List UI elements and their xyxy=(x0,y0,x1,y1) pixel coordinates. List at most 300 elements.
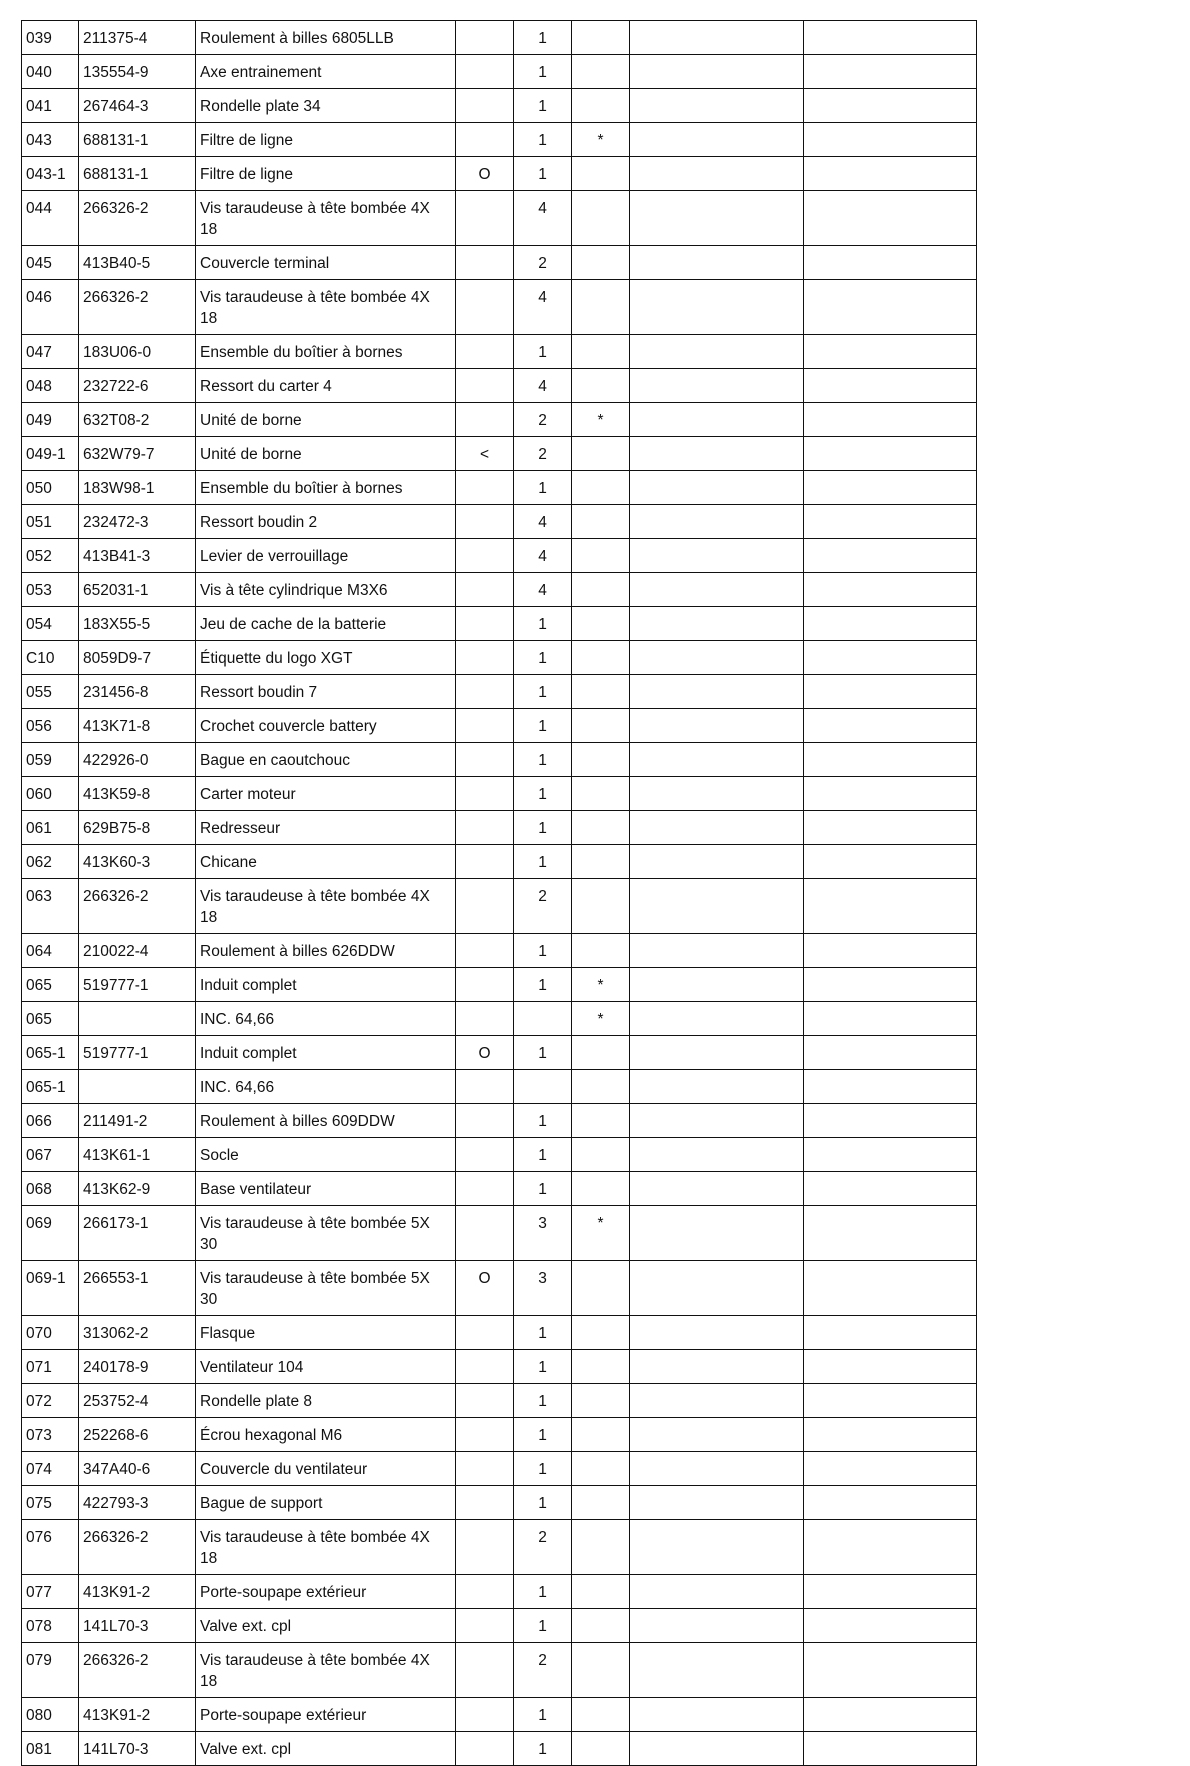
option-cell xyxy=(456,471,514,505)
quantity-cell: 2 xyxy=(514,1643,572,1698)
option-cell xyxy=(456,1104,514,1138)
part-number-cell: 266173-1 xyxy=(79,1206,196,1261)
item-ref-cell: 040 xyxy=(22,55,79,89)
note-cell xyxy=(572,1036,630,1070)
empty-cell xyxy=(804,1104,977,1138)
description-cell: Étiquette du logo XGT xyxy=(196,641,456,675)
table-row xyxy=(22,89,977,123)
part-number-cell: 266326-2 xyxy=(79,280,196,335)
item-ref-cell: 071 xyxy=(22,1350,79,1384)
quantity-cell: 1 xyxy=(514,1698,572,1732)
table-row xyxy=(22,539,977,573)
note-cell xyxy=(572,157,630,191)
empty-cell xyxy=(630,1698,804,1732)
quantity-cell: 1 xyxy=(514,1486,572,1520)
note-cell xyxy=(572,89,630,123)
option-cell xyxy=(456,1643,514,1698)
description-cell: Levier de verrouillage xyxy=(196,539,456,573)
quantity-cell: 1 xyxy=(514,675,572,709)
empty-cell xyxy=(630,89,804,123)
empty-cell xyxy=(804,1316,977,1350)
empty-cell xyxy=(630,55,804,89)
empty-cell xyxy=(804,437,977,471)
quantity-cell: 1 xyxy=(514,641,572,675)
empty-cell xyxy=(630,539,804,573)
option-cell xyxy=(456,845,514,879)
part-number-cell xyxy=(79,1002,196,1036)
description-cell: Unité de borne xyxy=(196,437,456,471)
description-cell: INC. 64,66 xyxy=(196,1002,456,1036)
table-row xyxy=(22,437,977,471)
part-number-cell: 231456-8 xyxy=(79,675,196,709)
empty-cell xyxy=(804,675,977,709)
quantity-cell: 2 xyxy=(514,246,572,280)
note-cell xyxy=(572,879,630,934)
description-cell: Couvercle terminal xyxy=(196,246,456,280)
description-cell: Vis taraudeuse à tête bombée 4X 18 xyxy=(196,1643,456,1698)
table-row xyxy=(22,675,977,709)
option-cell xyxy=(456,369,514,403)
item-ref-cell: 039 xyxy=(22,21,79,55)
quantity-cell: 1 xyxy=(514,1609,572,1643)
quantity-cell: 1 xyxy=(514,21,572,55)
empty-cell xyxy=(630,1104,804,1138)
empty-cell xyxy=(804,1002,977,1036)
table-row xyxy=(22,1732,977,1766)
empty-cell xyxy=(804,280,977,335)
table-row xyxy=(22,1418,977,1452)
table-row xyxy=(22,1172,977,1206)
quantity-cell: 1 xyxy=(514,777,572,811)
description-cell: Ensemble du boîtier à bornes xyxy=(196,471,456,505)
quantity-cell: 1 xyxy=(514,743,572,777)
item-ref-cell: 065 xyxy=(22,1002,79,1036)
quantity-cell: 1 xyxy=(514,1384,572,1418)
empty-cell xyxy=(630,934,804,968)
empty-cell xyxy=(804,573,977,607)
quantity-cell: 2 xyxy=(514,1520,572,1575)
quantity-cell xyxy=(514,1070,572,1104)
description-cell: Socle xyxy=(196,1138,456,1172)
part-number-cell: 519777-1 xyxy=(79,1036,196,1070)
part-number-cell: 413K91-2 xyxy=(79,1698,196,1732)
description-cell: Filtre de ligne xyxy=(196,157,456,191)
option-cell xyxy=(456,675,514,709)
quantity-cell: 1 xyxy=(514,1172,572,1206)
description-cell: Filtre de ligne xyxy=(196,123,456,157)
parts-list-body xyxy=(22,21,977,1766)
description-cell: Induit complet xyxy=(196,1036,456,1070)
empty-cell xyxy=(804,1070,977,1104)
empty-cell xyxy=(630,641,804,675)
quantity-cell: 1 xyxy=(514,1452,572,1486)
part-number-cell: 413K62-9 xyxy=(79,1172,196,1206)
quantity-cell: 4 xyxy=(514,191,572,246)
option-cell xyxy=(456,968,514,1002)
item-ref-cell: 066 xyxy=(22,1104,79,1138)
part-number-cell: 629B75-8 xyxy=(79,811,196,845)
table-row xyxy=(22,1698,977,1732)
description-cell: Vis taraudeuse à tête bombée 5X 30 xyxy=(196,1206,456,1261)
empty-cell xyxy=(804,879,977,934)
description-cell: Bague en caoutchouc xyxy=(196,743,456,777)
empty-cell xyxy=(804,811,977,845)
part-number-cell: 313062-2 xyxy=(79,1316,196,1350)
empty-cell xyxy=(804,641,977,675)
item-ref-cell: 068 xyxy=(22,1172,79,1206)
table-row xyxy=(22,1350,977,1384)
empty-cell xyxy=(804,968,977,1002)
empty-cell xyxy=(630,879,804,934)
table-row xyxy=(22,1384,977,1418)
part-number-cell: 266326-2 xyxy=(79,191,196,246)
quantity-cell: 4 xyxy=(514,539,572,573)
description-cell: Rondelle plate 8 xyxy=(196,1384,456,1418)
option-cell xyxy=(456,246,514,280)
table-row xyxy=(22,403,977,437)
description-cell: Écrou hexagonal M6 xyxy=(196,1418,456,1452)
quantity-cell: 1 xyxy=(514,335,572,369)
quantity-cell: 1 xyxy=(514,55,572,89)
part-number-cell: 413K61-1 xyxy=(79,1138,196,1172)
table-row xyxy=(22,280,977,335)
note-cell xyxy=(572,573,630,607)
part-number-cell: 141L70-3 xyxy=(79,1609,196,1643)
item-ref-cell: 081 xyxy=(22,1732,79,1766)
option-cell xyxy=(456,89,514,123)
option-cell xyxy=(456,1575,514,1609)
part-number-cell: 413B40-5 xyxy=(79,246,196,280)
note-cell xyxy=(572,1575,630,1609)
option-cell xyxy=(456,1172,514,1206)
empty-cell xyxy=(804,403,977,437)
empty-cell xyxy=(630,1070,804,1104)
part-number-cell: 183X55-5 xyxy=(79,607,196,641)
empty-cell xyxy=(804,1172,977,1206)
note-cell xyxy=(572,21,630,55)
description-cell: Bague de support xyxy=(196,1486,456,1520)
empty-cell xyxy=(804,1486,977,1520)
table-row xyxy=(22,369,977,403)
part-number-cell: 266553-1 xyxy=(79,1261,196,1316)
empty-cell xyxy=(630,845,804,879)
table-row xyxy=(22,777,977,811)
description-cell: Vis taraudeuse à tête bombée 4X 18 xyxy=(196,879,456,934)
empty-cell xyxy=(804,1138,977,1172)
option-cell xyxy=(456,335,514,369)
empty-cell xyxy=(630,246,804,280)
item-ref-cell: 043-1 xyxy=(22,157,79,191)
table-row xyxy=(22,123,977,157)
part-number-cell: 519777-1 xyxy=(79,968,196,1002)
quantity-cell: 4 xyxy=(514,573,572,607)
quantity-cell xyxy=(514,1002,572,1036)
part-number-cell: 267464-3 xyxy=(79,89,196,123)
empty-cell xyxy=(804,709,977,743)
item-ref-cell: 077 xyxy=(22,1575,79,1609)
empty-cell xyxy=(630,1575,804,1609)
note-cell xyxy=(572,1732,630,1766)
option-cell xyxy=(456,1520,514,1575)
item-ref-cell: 076 xyxy=(22,1520,79,1575)
option-cell xyxy=(456,1002,514,1036)
empty-cell xyxy=(630,1316,804,1350)
note-cell xyxy=(572,1350,630,1384)
empty-cell xyxy=(630,573,804,607)
quantity-cell: 1 xyxy=(514,1104,572,1138)
part-number-cell: 141L70-3 xyxy=(79,1732,196,1766)
item-ref-cell: 073 xyxy=(22,1418,79,1452)
note-cell: * xyxy=(572,968,630,1002)
empty-cell xyxy=(630,21,804,55)
part-number-cell: 688131-1 xyxy=(79,157,196,191)
part-number-cell: 8059D9-7 xyxy=(79,641,196,675)
empty-cell xyxy=(804,934,977,968)
table-row xyxy=(22,191,977,246)
description-cell: Vis taraudeuse à tête bombée 5X 30 xyxy=(196,1261,456,1316)
part-number-cell: 347A40-6 xyxy=(79,1452,196,1486)
empty-cell xyxy=(804,1418,977,1452)
table-row xyxy=(22,573,977,607)
part-number-cell: 135554-9 xyxy=(79,55,196,89)
part-number-cell: 211491-2 xyxy=(79,1104,196,1138)
part-number-cell: 240178-9 xyxy=(79,1350,196,1384)
empty-cell xyxy=(804,1698,977,1732)
part-number-cell: 413K71-8 xyxy=(79,709,196,743)
part-number-cell: 211375-4 xyxy=(79,21,196,55)
table-row xyxy=(22,968,977,1002)
table-row xyxy=(22,1643,977,1698)
quantity-cell: 4 xyxy=(514,280,572,335)
empty-cell xyxy=(630,123,804,157)
description-cell: Vis taraudeuse à tête bombée 4X 18 xyxy=(196,1520,456,1575)
note-cell: * xyxy=(572,1002,630,1036)
option-cell xyxy=(456,1418,514,1452)
empty-cell xyxy=(804,1261,977,1316)
empty-cell xyxy=(630,1172,804,1206)
note-cell xyxy=(572,1316,630,1350)
part-number-cell: 652031-1 xyxy=(79,573,196,607)
empty-cell xyxy=(804,1575,977,1609)
option-cell: O xyxy=(456,1261,514,1316)
empty-cell xyxy=(804,246,977,280)
item-ref-cell: 059 xyxy=(22,743,79,777)
option-cell xyxy=(456,607,514,641)
part-number-cell: 413B41-3 xyxy=(79,539,196,573)
table-row xyxy=(22,1316,977,1350)
part-number-cell: 413K59-8 xyxy=(79,777,196,811)
item-ref-cell: 069-1 xyxy=(22,1261,79,1316)
quantity-cell: 1 xyxy=(514,709,572,743)
empty-cell xyxy=(804,89,977,123)
item-ref-cell: 056 xyxy=(22,709,79,743)
note-cell xyxy=(572,1486,630,1520)
note-cell xyxy=(572,1520,630,1575)
table-row xyxy=(22,1486,977,1520)
description-cell: Carter moteur xyxy=(196,777,456,811)
option-cell xyxy=(456,1350,514,1384)
note-cell xyxy=(572,1261,630,1316)
description-cell: Roulement à billes 6805LLB xyxy=(196,21,456,55)
empty-cell xyxy=(630,1261,804,1316)
item-ref-cell: 055 xyxy=(22,675,79,709)
quantity-cell: 1 xyxy=(514,811,572,845)
part-number-cell: 232472-3 xyxy=(79,505,196,539)
quantity-cell: 1 xyxy=(514,934,572,968)
table-row xyxy=(22,1261,977,1316)
empty-cell xyxy=(630,437,804,471)
item-ref-cell: 070 xyxy=(22,1316,79,1350)
item-ref-cell: 069 xyxy=(22,1206,79,1261)
quantity-cell: 1 xyxy=(514,1418,572,1452)
empty-cell xyxy=(630,280,804,335)
option-cell xyxy=(456,879,514,934)
item-ref-cell: 075 xyxy=(22,1486,79,1520)
empty-cell xyxy=(804,1732,977,1766)
empty-cell xyxy=(630,743,804,777)
parts-list-table xyxy=(21,20,977,1766)
part-number-cell: 632T08-2 xyxy=(79,403,196,437)
description-cell: Couvercle du ventilateur xyxy=(196,1452,456,1486)
empty-cell xyxy=(630,335,804,369)
empty-cell xyxy=(630,1036,804,1070)
empty-cell xyxy=(804,471,977,505)
description-cell: Ressort boudin 7 xyxy=(196,675,456,709)
note-cell xyxy=(572,1698,630,1732)
table-row xyxy=(22,1002,977,1036)
option-cell xyxy=(456,55,514,89)
empty-cell xyxy=(804,157,977,191)
item-ref-cell: 049 xyxy=(22,403,79,437)
empty-cell xyxy=(630,675,804,709)
note-cell xyxy=(572,471,630,505)
note-cell: * xyxy=(572,403,630,437)
item-ref-cell: C10 xyxy=(22,641,79,675)
note-cell xyxy=(572,641,630,675)
item-ref-cell: 060 xyxy=(22,777,79,811)
item-ref-cell: 045 xyxy=(22,246,79,280)
description-cell: Vis à tête cylindrique M3X6 xyxy=(196,573,456,607)
table-row xyxy=(22,811,977,845)
quantity-cell: 1 xyxy=(514,471,572,505)
table-row xyxy=(22,709,977,743)
part-number-cell: 232722-6 xyxy=(79,369,196,403)
quantity-cell: 2 xyxy=(514,403,572,437)
empty-cell xyxy=(804,335,977,369)
part-number-cell: 266326-2 xyxy=(79,1520,196,1575)
note-cell: * xyxy=(572,1206,630,1261)
part-number-cell: 413K60-3 xyxy=(79,845,196,879)
note-cell xyxy=(572,191,630,246)
empty-cell xyxy=(630,369,804,403)
table-row xyxy=(22,845,977,879)
table-row xyxy=(22,55,977,89)
quantity-cell: 1 xyxy=(514,607,572,641)
quantity-cell: 4 xyxy=(514,369,572,403)
description-cell: Rondelle plate 34 xyxy=(196,89,456,123)
description-cell: Roulement à billes 609DDW xyxy=(196,1104,456,1138)
note-cell xyxy=(572,607,630,641)
note-cell: * xyxy=(572,123,630,157)
quantity-cell: 1 xyxy=(514,1732,572,1766)
empty-cell xyxy=(804,539,977,573)
empty-cell xyxy=(804,55,977,89)
note-cell xyxy=(572,55,630,89)
empty-cell xyxy=(630,607,804,641)
empty-cell xyxy=(804,1643,977,1698)
part-number-cell: 413K91-2 xyxy=(79,1575,196,1609)
quantity-cell: 1 xyxy=(514,1350,572,1384)
note-cell xyxy=(572,811,630,845)
note-cell xyxy=(572,1104,630,1138)
table-row xyxy=(22,1520,977,1575)
note-cell xyxy=(572,246,630,280)
empty-cell xyxy=(804,1350,977,1384)
item-ref-cell: 043 xyxy=(22,123,79,157)
item-ref-cell: 062 xyxy=(22,845,79,879)
description-cell: Base ventilateur xyxy=(196,1172,456,1206)
table-row xyxy=(22,1206,977,1261)
part-number-cell: 252268-6 xyxy=(79,1418,196,1452)
table-row xyxy=(22,1070,977,1104)
note-cell xyxy=(572,1643,630,1698)
note-cell xyxy=(572,1138,630,1172)
note-cell xyxy=(572,1384,630,1418)
quantity-cell: 1 xyxy=(514,1575,572,1609)
option-cell xyxy=(456,1070,514,1104)
item-ref-cell: 080 xyxy=(22,1698,79,1732)
item-ref-cell: 061 xyxy=(22,811,79,845)
description-cell: Unité de borne xyxy=(196,403,456,437)
option-cell xyxy=(456,641,514,675)
description-cell: Chicane xyxy=(196,845,456,879)
note-cell xyxy=(572,539,630,573)
note-cell xyxy=(572,1452,630,1486)
table-row xyxy=(22,505,977,539)
empty-cell xyxy=(804,777,977,811)
description-cell: Valve ext. cpl xyxy=(196,1609,456,1643)
description-cell: Ventilateur 104 xyxy=(196,1350,456,1384)
empty-cell xyxy=(630,1452,804,1486)
empty-cell xyxy=(804,845,977,879)
quantity-cell: 2 xyxy=(514,879,572,934)
table-row xyxy=(22,246,977,280)
option-cell xyxy=(456,811,514,845)
option-cell xyxy=(456,709,514,743)
quantity-cell: 1 xyxy=(514,1036,572,1070)
empty-cell xyxy=(630,1486,804,1520)
quantity-cell: 2 xyxy=(514,437,572,471)
table-row xyxy=(22,1104,977,1138)
part-number-cell xyxy=(79,1070,196,1104)
part-number-cell: 183U06-0 xyxy=(79,335,196,369)
item-ref-cell: 046 xyxy=(22,280,79,335)
empty-cell xyxy=(630,1138,804,1172)
table-row xyxy=(22,934,977,968)
quantity-cell: 1 xyxy=(514,1138,572,1172)
table-row xyxy=(22,335,977,369)
table-row xyxy=(22,743,977,777)
empty-cell xyxy=(804,505,977,539)
item-ref-cell: 053 xyxy=(22,573,79,607)
part-number-cell: 688131-1 xyxy=(79,123,196,157)
description-cell: Ressort boudin 2 xyxy=(196,505,456,539)
part-number-cell: 183W98-1 xyxy=(79,471,196,505)
item-ref-cell: 052 xyxy=(22,539,79,573)
item-ref-cell: 049-1 xyxy=(22,437,79,471)
option-cell xyxy=(456,123,514,157)
part-number-cell: 422926-0 xyxy=(79,743,196,777)
